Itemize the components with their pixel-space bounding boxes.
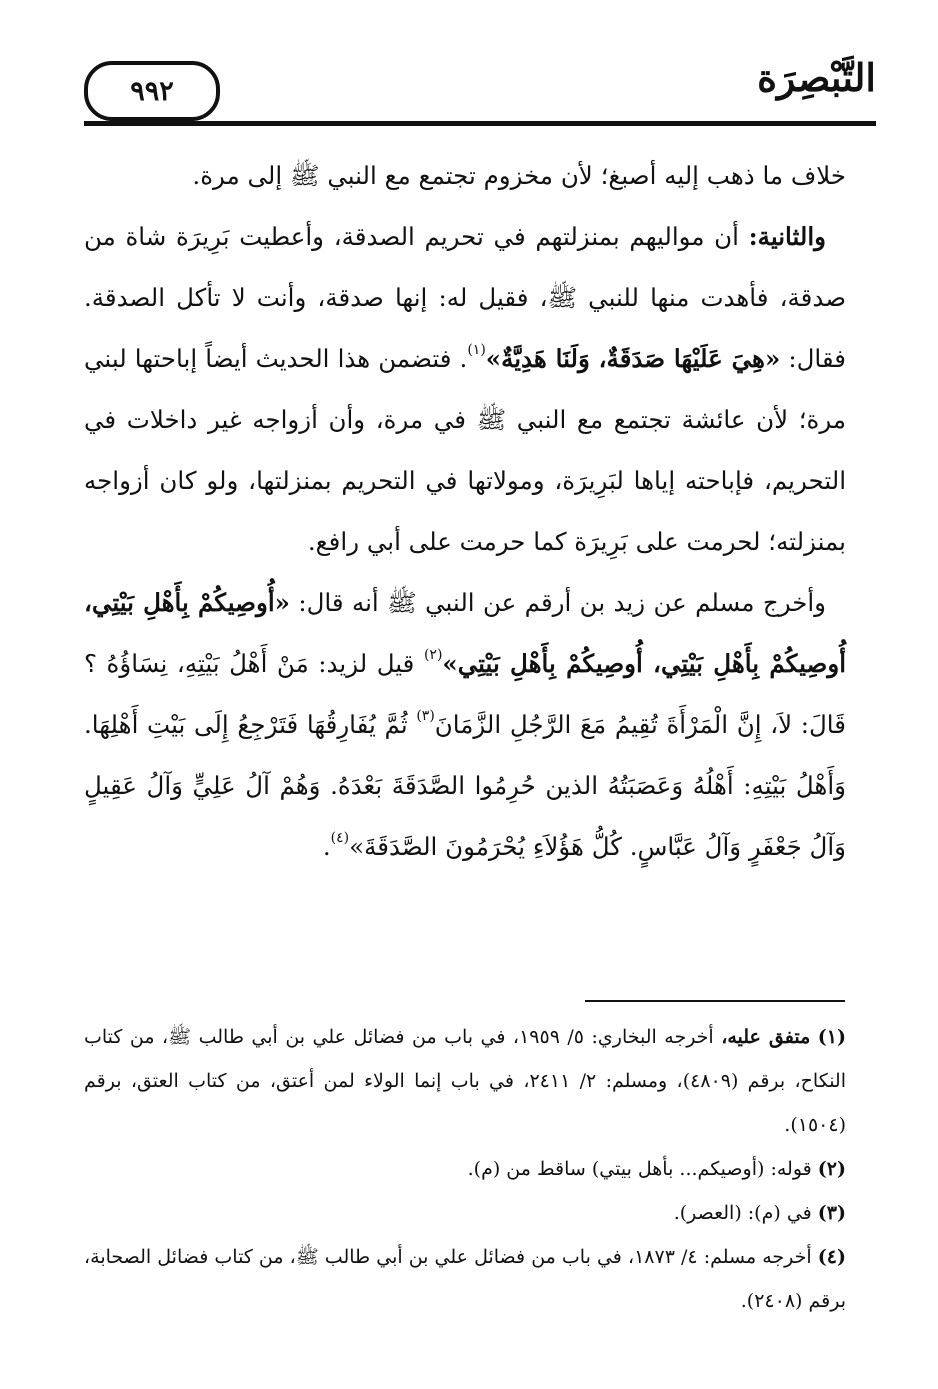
footnote-separator: [585, 1000, 845, 1002]
paragraph-3-text-c: .: [322, 832, 331, 861]
paragraph-2-text-b: . فتضمن هذا الحديث أيضاً إباحتها لبني مرة؛ لأن عائشة تجتمع مع النبي ﷺ في مرة، وأن أزواجه غير داخلات في التحريم، فإباحته إياها لبَرِيرَة، ومولاتها في التحريم بمنزلتها، ولو كان أزواجه بمنزلته؛ لحرمت على بَرِيرَة كما حرمت على أبي رافع.: [84, 344, 846, 556]
page-number: ٩٩٢: [130, 75, 174, 107]
footnote-ref-4[interactable]: (٤): [330, 829, 350, 846]
paragraph-3: [84, 572, 846, 877]
hadith-quote-1: «هِيَ عَلَيْهَا صَدَقَةٌ، وَلَنَا هَدِيَّةٌ»: [485, 344, 781, 373]
footnote-number: (٣): [817, 1202, 846, 1224]
header-rule: [84, 121, 876, 126]
footnote-number: (١): [817, 1026, 846, 1048]
footnote-lead: متفق عليه،: [721, 1026, 811, 1048]
footnote-number: (٢): [817, 1158, 846, 1180]
footnote-text: في (م): (العصر).: [673, 1202, 818, 1224]
footnote-ref-3[interactable]: (٣): [416, 707, 435, 724]
hadith-quote-2: «أُوصِيكُمْ بِأَهْلِ بَيْتِي، أُوصِيكُمْ بِأَهْلِ بَيْتِي، أُوصِيكُمْ بِأَهْلِ بَيْتِي»: [84, 588, 846, 678]
hadith-quote-4: ثُمَّ يُفَارِقُهَا فَتَرْجِعُ إِلَى بَيْتِ أَهْلِهَا. وَأَهْلُ بَيْتِهِ: أَهْلُهُ وَعَصَبَتُهُ الذين حُرِمُوا الصَّدَقَةَ بَعْدَهُ. وَهُمْ آلُ عَلِيٍّ وَآلُ عَقِيلٍ وَآلُ جَعْفَرٍ وَآلُ عَبَّاسٍ. كُلُّ هَؤُلاَءِ يُحْرَمُونَ الصَّدَقَةَ»: [84, 710, 846, 861]
footnote-4: [84, 1235, 846, 1323]
footnote-number: (٤): [817, 1246, 846, 1268]
paragraph-3-text-a: وأخرج مسلم عن زيد بن أرقم عن النبي ﷺ أنه قال:: [289, 588, 827, 617]
hadith-quote-3: مَنْ أَهْلُ بَيْتِهِ، نِسَاؤُهُ ؟ قَالَ: لاَ، إِنَّ الْمَرْأَةَ تُقِيمُ مَعَ الرَّجُلِ الزَّمَانَ: [84, 649, 846, 739]
page-number-badge: [84, 61, 220, 121]
footnote-1: [84, 1015, 846, 1147]
footnote-3: [84, 1191, 846, 1235]
footnote-ref-2[interactable]: (٢): [423, 646, 443, 663]
footnote-text: قوله: (أوصيكم... بأهل بيتي) ساقط من (م).: [467, 1158, 818, 1180]
paragraph-1: خلاف ما ذهب إليه أصبغ؛ لأن مخزوم تجتمع مع النبي ﷺ إلى مرة.: [192, 161, 846, 190]
footnote-2: [84, 1147, 846, 1191]
footnote-text: أخرجه البخاري: ٥/ ١٩٥٩، في باب من فضائل علي بن أبي طالب ﷺ، من كتاب النكاح، برقم (٤٨٠٩)، ومسلم: ٢/ ٢٤١١، في باب إنما الولاء لمن أعتق، من كتاب العتق، برقم (١٥٠٤).: [84, 1026, 846, 1136]
footnotes: [84, 1015, 846, 1323]
footnote-text: أخرجه مسلم: ٤/ ١٨٧٣، في باب من فضائل علي بن أبي طالب ﷺ، من كتاب فضائل الصحابة، برقم (٢٤٠٨).: [84, 1246, 846, 1312]
paragraph-2: [84, 206, 846, 572]
book-title: التَّبْصِرَة: [757, 55, 876, 100]
paragraph-2-text-a: أن مواليهم بمنزلتهم في تحريم الصدقة، وأعطيت بَرِيرَة شاة من صدقة، فأهدت منها للنبي ﷺ، فقيل له: إنها صدقة، وأنت لا تأكل الصدقة. فقال:: [84, 222, 846, 373]
footnote-ref-1[interactable]: (١): [467, 341, 486, 358]
main-text: [84, 145, 846, 877]
paragraph-3-text-b: قيل لزيد:: [308, 649, 424, 678]
paragraph-2-lead: والثانية:: [748, 222, 826, 251]
page-header: [84, 55, 876, 127]
